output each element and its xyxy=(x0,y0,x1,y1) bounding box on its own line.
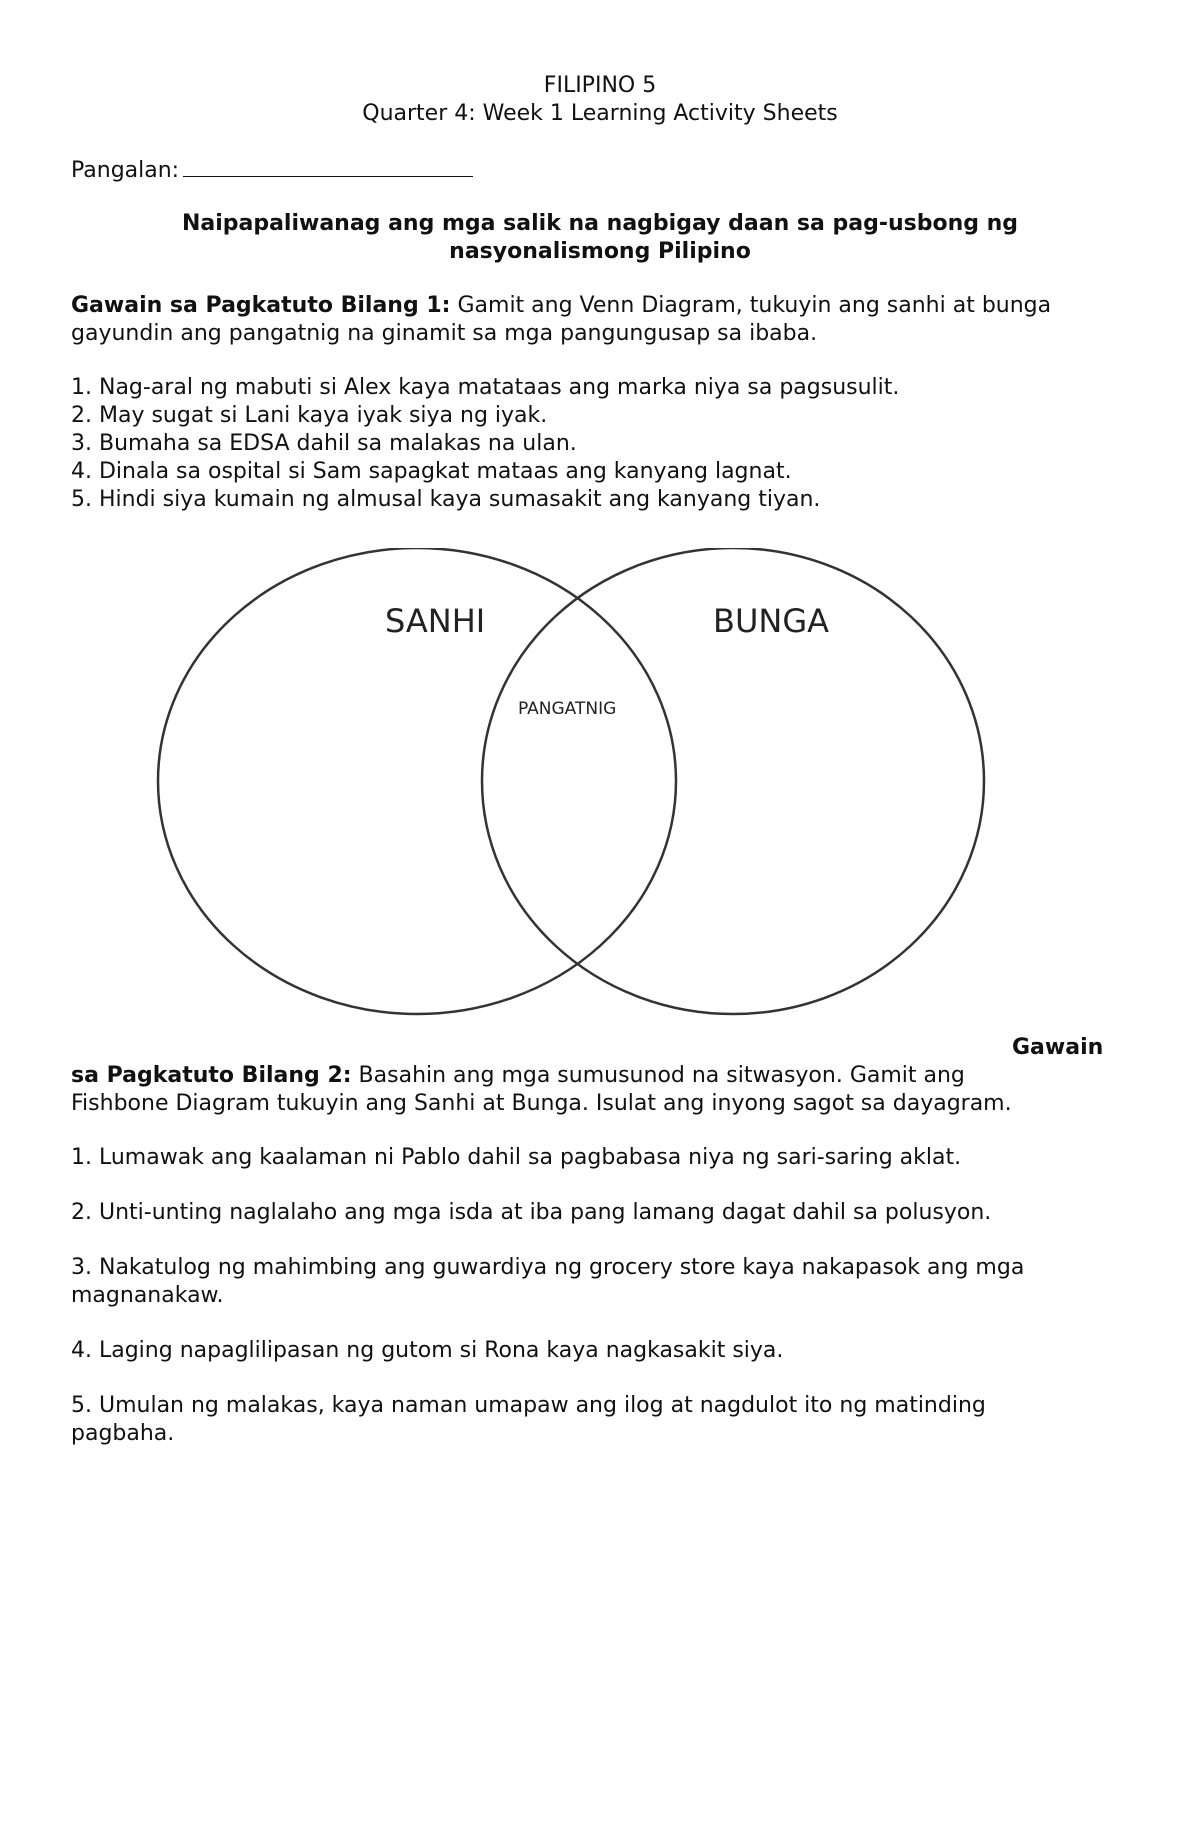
activity2-item-continued: magnanakaw. xyxy=(71,1283,224,1308)
activity2-item-continued: pagbaha. xyxy=(71,1421,175,1446)
objective-line-2: nasyonalismong Pilipino xyxy=(449,239,751,264)
venn-diagram xyxy=(150,548,1000,1028)
sheet-subtitle: Quarter 4: Week 1 Learning Activity Sheets xyxy=(362,101,838,126)
activity1-instruction-line-2: gayundin ang pangatnig na ginamit sa mga pangungusap sa ibaba. xyxy=(71,321,818,346)
activity1-item: 2. May sugat si Lani kaya iyak siya ng iyak. xyxy=(71,403,548,428)
venn-sanhi-label: SANHI xyxy=(385,602,486,640)
activity1-instruction-text: Gamit ang Venn Diagram, tukuyin ang sanhi at bunga xyxy=(457,293,1052,318)
activity1-item: 1. Nag-aral ng mabuti si Alex kaya matataas ang marka niya sa pagsusulit. xyxy=(71,375,900,400)
activity2-item: 5. Umulan ng malakas, kaya naman umapaw ang ilog at nagdulot ito ng matinding xyxy=(71,1393,986,1418)
venn-bunga-label: BUNGA xyxy=(713,602,829,640)
activity2-title: sa Pagkatuto Bilang 2: xyxy=(71,1063,352,1088)
activity1-title: Gawain sa Pagkatuto Bilang 1: xyxy=(71,293,451,318)
activity2-title-part1: Gawain xyxy=(1012,1035,1104,1060)
name-field xyxy=(71,156,473,185)
activity2-instruction xyxy=(71,1062,965,1090)
activity2-item: 1. Lumawak ang kaalaman ni Pablo dahil sa pagbabasa niya ng sari-saring aklat. xyxy=(71,1145,962,1170)
activity1-item: 3. Bumaha sa EDSA dahil sa malakas na ulan. xyxy=(71,431,577,456)
activity2-instruction-line-2: Fishbone Diagram tukuyin ang Sanhi at Bunga. Isulat ang inyong sagot sa dayagram. xyxy=(71,1091,1012,1116)
name-blank-line xyxy=(183,156,473,177)
activity1-item: 4. Dinala sa ospital si Sam sapagkat mataas ang kanyang lagnat. xyxy=(71,459,792,484)
activity2-item: 4. Laging napaglilipasan ng gutom si Rona kaya nagkasakit siya. xyxy=(71,1338,784,1363)
activity2-item: 3. Nakatulog ng mahimbing ang guwardiya ng grocery store kaya nakapasok ang mga xyxy=(71,1255,1025,1280)
subject-title: FILIPINO 5 xyxy=(543,73,657,98)
name-label: Pangalan: xyxy=(71,158,180,183)
activity1-instruction xyxy=(71,292,1051,320)
activity2-item: 2. Unti-unting naglalaho ang mga isda at iba pang lamang dagat dahil sa polusyon. xyxy=(71,1200,992,1225)
venn-pangatnig-label: PANGATNIG xyxy=(518,699,617,719)
activity1-item: 5. Hindi siya kumain ng almusal kaya sumasakit ang kanyang tiyan. xyxy=(71,487,821,512)
objective-line-1: Naipapaliwanag ang mga salik na nagbigay daan sa pag-usbong ng xyxy=(181,211,1019,236)
activity2-instruction-text: Basahin ang mga sumusunod na sitwasyon. Gamit ang xyxy=(358,1063,965,1088)
